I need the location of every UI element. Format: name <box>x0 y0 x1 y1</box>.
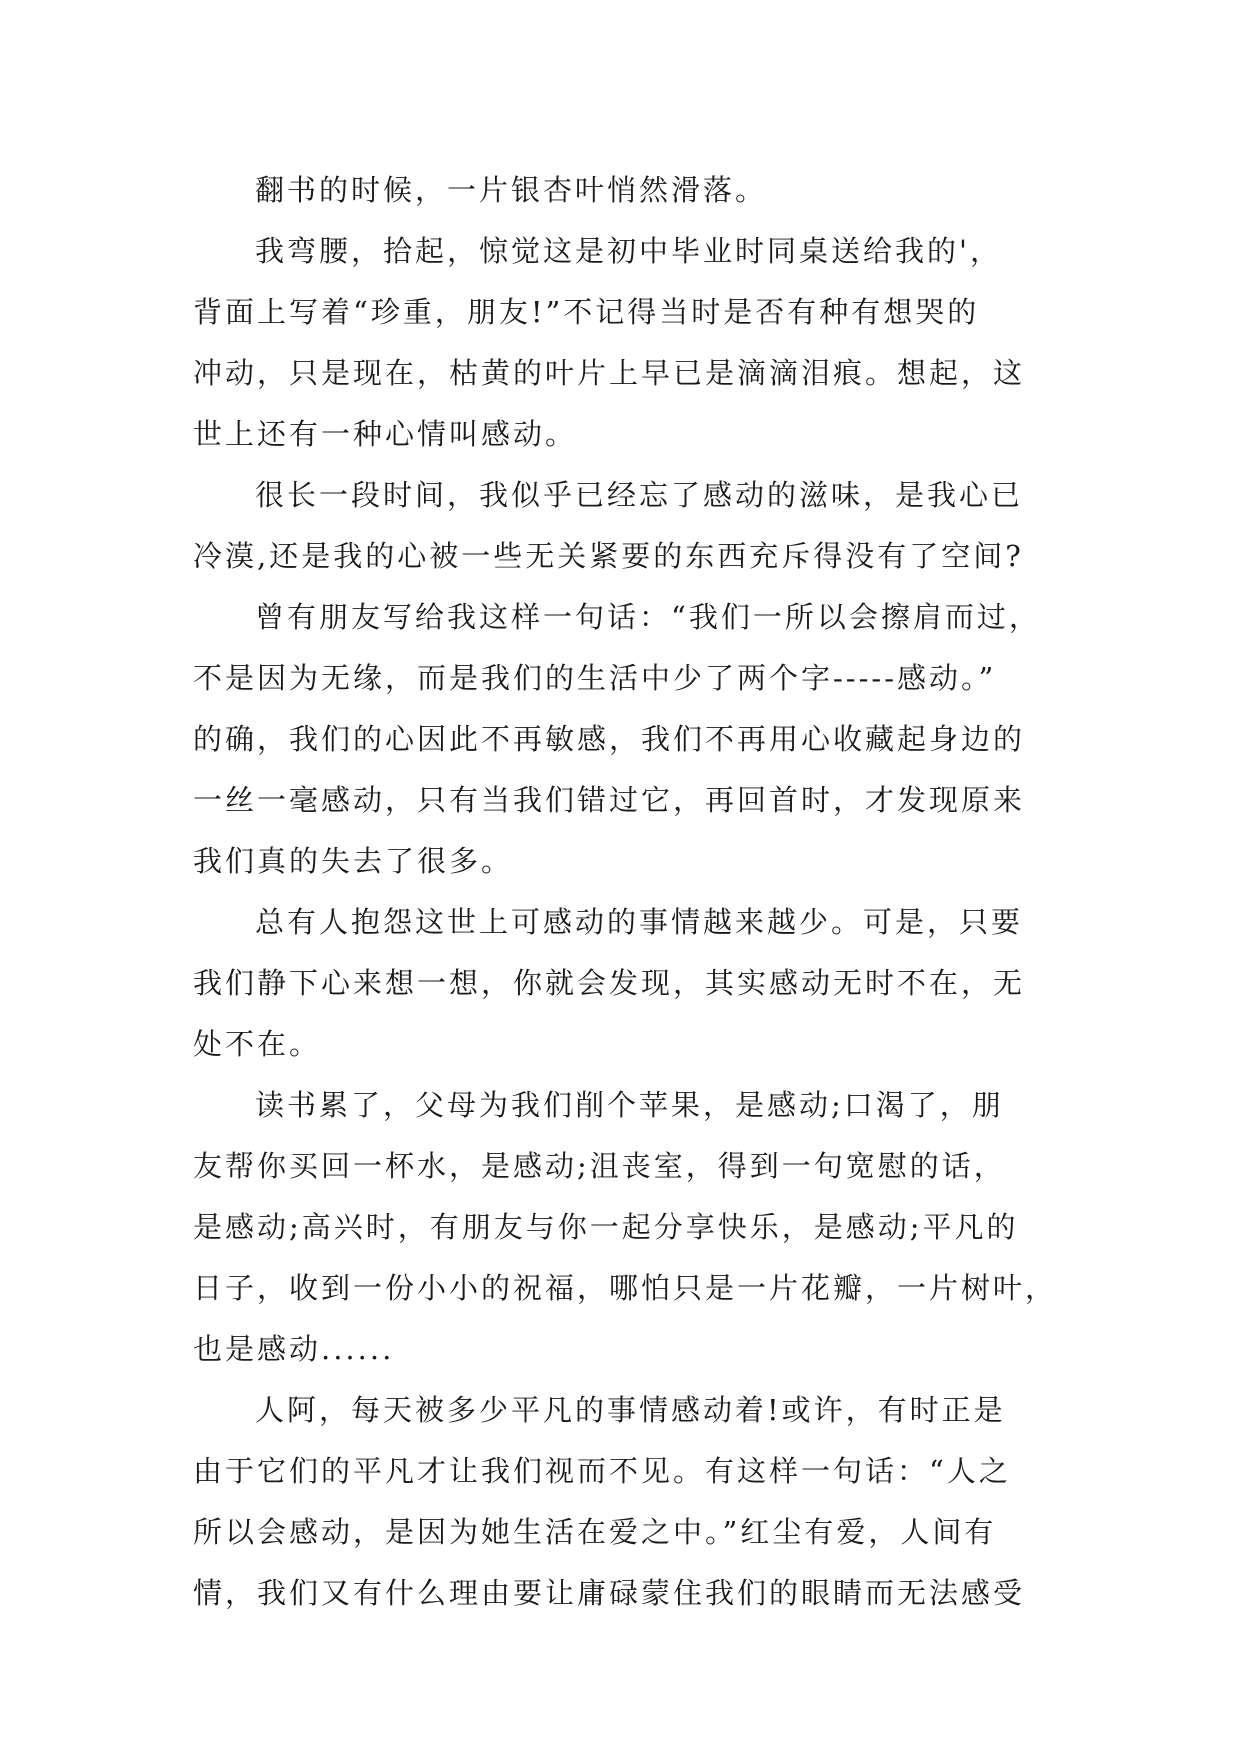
text-line: 情，我们又有什么理由要让庸碌蒙住我们的眼睛而无法感受 <box>193 1576 1026 1610</box>
text-line: 处不在。 <box>193 1027 322 1061</box>
text-line: 一丝一毫感动，只有当我们错过它，再回首时，才发现原来 <box>193 783 1026 817</box>
essay-body <box>193 160 1058 1624</box>
text-line: 也是感动...... <box>193 1332 395 1366</box>
paragraph-first-line: 曾有朋友写给我这样一句话：“我们一所以会擦肩而过， <box>255 600 1041 634</box>
text-line: 我们真的失去了很多。 <box>193 844 514 878</box>
paragraph-first-line: 人阿，每天被多少平凡的事情感动着!或许，有时正是 <box>255 1393 1006 1427</box>
text-line: 的确，我们的心因此不再敏感，我们不再用心收藏起身边的 <box>193 722 1026 756</box>
text-line: 背面上写着“珍重，朋友!”不记得当时是否有种有想哭的 <box>193 295 980 329</box>
text-line: 冷漠,还是我的心被一些无关紧要的东西充斥得没有了空间? <box>193 539 1024 573</box>
text-line: 冲动，只是现在，枯黄的叶片上早已是滴滴泪痕。想起，这 <box>193 356 1026 390</box>
paragraph-first-line: 翻书的时候，一片银杏叶悄然滑落。 <box>255 173 768 207</box>
text-line: 所以会感动，是因为她生活在爱之中。”红尘有爱，人间有 <box>193 1515 997 1549</box>
text-line: 日子，收到一份小小的祝福，哪怕只是一片花瓣，一片树叶， <box>193 1271 1058 1305</box>
text-line: 友帮你买回一杯水，是感动;沮丧室，得到一句宽慰的话， <box>193 1149 1006 1183</box>
paragraph-first-line: 总有人抱怨这世上可感动的事情越来越少。可是，只要 <box>255 905 1024 939</box>
text-line: 世上还有一种心情叫感动。 <box>193 417 578 451</box>
text-line: 不是因为无缘，而是我们的生活中少了两个字-----感动。” <box>193 661 997 695</box>
paragraph-first-line: 我弯腰，拾起，惊觉这是初中毕业时同桌送给我的'， <box>255 234 1002 268</box>
text-line: 由于它们的平凡才让我们视而不见。有这样一句话：“人之 <box>193 1454 1011 1488</box>
paragraph-first-line: 很长一段时间，我似乎已经忘了感动的滋味，是我心已 <box>255 478 1024 512</box>
text-line: 是感动;高兴时，有朋友与你一起分享快乐，是感动;平凡的 <box>193 1210 1019 1244</box>
text-line: 我们静下心来想一想，你就会发现，其实感动无时不在，无 <box>193 966 1026 1000</box>
paragraph-first-line: 读书累了，父母为我们削个苹果，是感动;口渴了，朋 <box>255 1088 1004 1122</box>
